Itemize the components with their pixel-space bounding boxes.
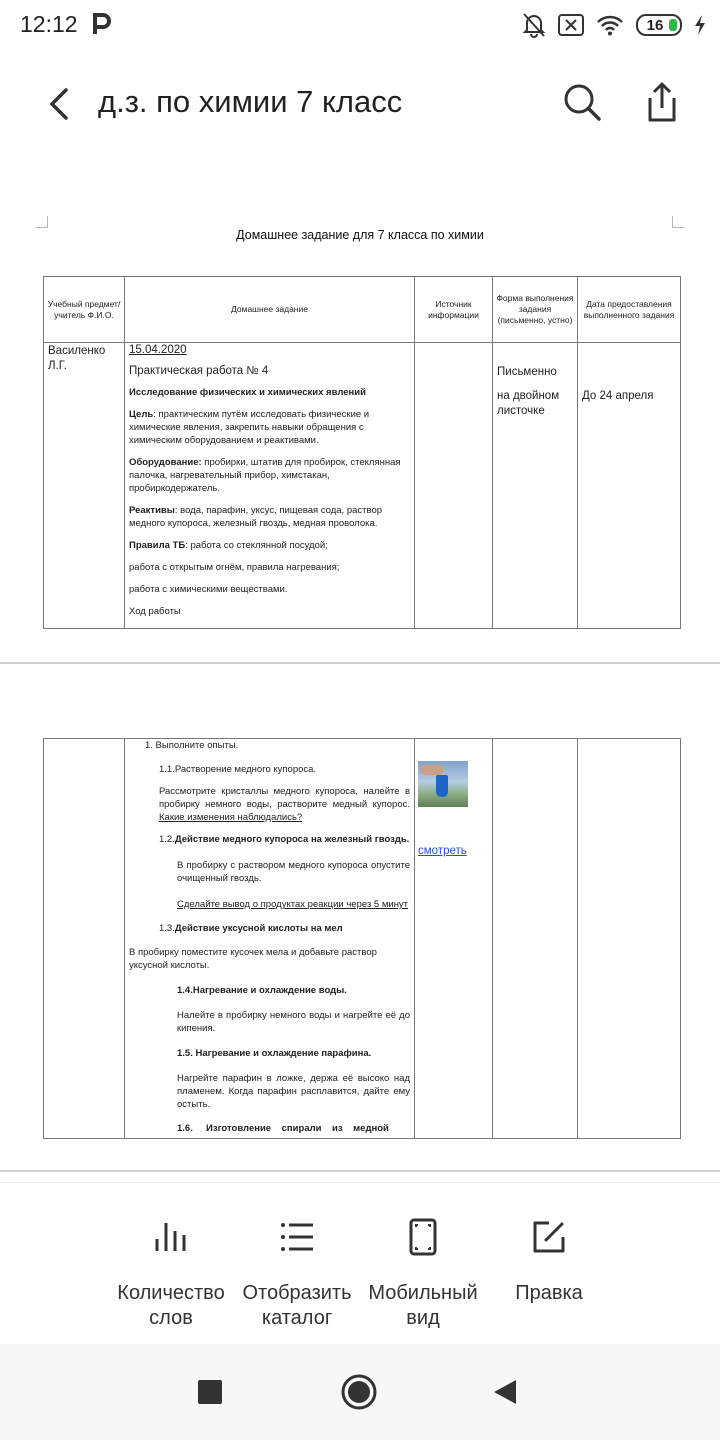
crop-mark: [36, 216, 48, 228]
task-subitem: 1.5. Нагревание и охлаждение парафина.: [177, 1048, 372, 1059]
safety-text: : работа со стеклянной посудой;: [185, 540, 328, 551]
assignment-date: 15.04.2020: [129, 344, 187, 356]
goal-text: : практическим путём исследовать физические и химические явления, закрепить навыки обращения с химическим оборудованием и реактивами.: [129, 409, 370, 446]
task-subitem: 1.4.Нагревание и охлаждение воды.: [177, 985, 347, 996]
table-row: [44, 343, 681, 629]
battery-icon: [636, 14, 682, 36]
equipment-paragraph: [129, 456, 410, 495]
column-header: Дата предоставления выполненного задания: [578, 277, 681, 343]
teacher-name: Василенко Л.Г.: [48, 345, 106, 372]
watch-link[interactable]: смотреть: [418, 845, 467, 857]
deadline-cell: [578, 343, 681, 629]
edit-label: Правка: [515, 1282, 583, 1304]
table-row: [44, 739, 681, 1139]
recents-icon[interactable]: [198, 1380, 222, 1404]
reagents-paragraph: [129, 504, 410, 530]
task-text: Рассмотрите кристаллы медного купороса, налейте в пробирку немного воды, растворите медный купорос.: [159, 786, 410, 810]
subitem-title: Действие уксусной кислоты на мел: [174, 923, 343, 934]
task-subitem: 1.6. Изготовление спирали из медной: [177, 1123, 389, 1134]
task-subitem: [129, 833, 410, 846]
task-conclusion: Сделайте вывод о продуктах реакции через 5 минут: [177, 899, 409, 910]
work-title: Практическая работа № 4: [129, 365, 269, 377]
subitem-title: Растворение медного купороса.: [174, 764, 317, 775]
document-page-2: [0, 708, 720, 1170]
crop-mark: [672, 216, 684, 228]
equipment-label: Оборудование:: [129, 457, 202, 468]
document-viewer[interactable]: [0, 150, 720, 1180]
status-bar: [0, 0, 720, 50]
charging-icon: [694, 14, 706, 36]
task-subitem: [129, 922, 410, 935]
task-item: 1. Выполните опыты.: [145, 740, 239, 751]
teacher-cell: [44, 739, 125, 1139]
label-line: вид: [406, 1307, 440, 1329]
task-text: Нагрейте парафин в ложке, держа её высоко над пламенем. Когда парафин расплавится, дайте ему остыть.: [177, 1073, 410, 1110]
app-header: [0, 60, 720, 148]
equipment-text: пробирки, штатив для пробирок, стеклянная палочка, нагревательный прибор, химстакан, пробиркодержатель.: [129, 457, 401, 494]
back-button[interactable]: [40, 82, 80, 126]
page-separator: [0, 1170, 720, 1172]
column-header: Домашнее задание: [125, 277, 415, 343]
task-paragraph: [129, 785, 410, 824]
deadline-cell: [578, 739, 681, 1139]
subitem-title: Действие медного купороса на железный гвоздь.: [174, 834, 410, 845]
share-icon[interactable]: [642, 80, 682, 124]
back-nav-icon[interactable]: [492, 1378, 518, 1406]
subitem-number: 1.1.: [159, 764, 175, 775]
subitem-number: 1.3.: [159, 923, 175, 934]
sim-off-icon: [558, 14, 584, 36]
form-cell: [493, 343, 578, 629]
safety-line-2: работа с открытым огнём, правила нагревания;: [129, 562, 340, 573]
task-subitem: [129, 763, 410, 776]
mobile-view-label: [358, 1281, 488, 1331]
label-line: слов: [149, 1307, 193, 1329]
mobile-view-button[interactable]: [358, 1217, 488, 1331]
homework-cell: [125, 343, 415, 629]
word-count-button[interactable]: [106, 1217, 236, 1331]
safety-paragraph: [129, 539, 410, 552]
column-header: Источник информации: [415, 277, 493, 343]
wifi-icon: [596, 14, 624, 36]
progress-heading: Ход работы: [129, 606, 181, 617]
goal-paragraph: [129, 408, 410, 447]
document-page-1: [0, 150, 720, 662]
work-topic: Исследование физических и химических явлений: [129, 387, 366, 398]
navigation-bar: [0, 1344, 720, 1440]
home-icon[interactable]: [340, 1373, 378, 1411]
p-icon: [92, 12, 112, 36]
bottom-toolbar: [0, 1182, 720, 1344]
bar-chart-icon: [151, 1217, 191, 1257]
form-text-2: на двойном листочке: [497, 390, 560, 417]
homework-cell: [125, 739, 415, 1139]
form-text: Письменно: [497, 366, 557, 378]
document-heading: Домашнее задание для 7 класса по химии: [236, 228, 484, 242]
label-line: Количество: [117, 1282, 225, 1304]
battery-level: 16: [646, 16, 664, 34]
safety-line-3: работа с химическими веществами.: [129, 584, 288, 595]
label-line: каталог: [261, 1307, 333, 1329]
task-text: Налейте в пробирку немного воды и нагрейте её до кипения.: [177, 1010, 410, 1034]
form-cell: [493, 739, 578, 1139]
table-header-row: [44, 277, 681, 343]
source-cell: [415, 739, 493, 1139]
page-gap: [0, 664, 720, 708]
mobile-view-icon: [403, 1217, 443, 1257]
column-header: Учебный предмет/учитель Ф.И.О.: [44, 277, 125, 343]
homework-table-continued: [43, 738, 681, 1139]
teacher-cell: [44, 343, 125, 629]
edit-icon: [529, 1217, 569, 1257]
safety-label: Правила ТБ: [129, 540, 186, 551]
catalog-button[interactable]: [232, 1217, 362, 1331]
search-icon[interactable]: [562, 82, 602, 122]
deadline-text: До 24 апреля: [582, 390, 654, 402]
label-line: Мобильный: [368, 1282, 478, 1304]
subitem-number: 1.2.: [159, 834, 175, 845]
task-question: Какие изменения наблюдались?: [159, 812, 303, 823]
word-count-label: [106, 1281, 236, 1331]
task-text: В пробирку с раствором медного купороса опустите очищенный гвоздь.: [177, 860, 410, 884]
mute-icon: [522, 12, 546, 38]
column-header: Форма выполнения задания (письменно, устно): [493, 277, 578, 343]
edit-button[interactable]: [484, 1217, 614, 1306]
reagents-label: Реактивы: [129, 505, 175, 516]
reagents-text: : вода, парафин, уксус, пищевая сода, раствор медного купороса, железный гвоздь, медная проволока.: [129, 505, 383, 529]
status-time: 12:12: [20, 11, 78, 37]
label-line: Отобразить: [242, 1282, 352, 1304]
source-cell: [415, 343, 493, 629]
page-title: д.з. по химии 7 класс: [98, 84, 403, 119]
homework-table: [43, 276, 681, 629]
task-text: В пробирку поместите кусочек мела и добавьте раствор уксусной кислоты.: [129, 947, 377, 971]
experiment-thumbnail[interactable]: [418, 761, 468, 807]
goal-label: Цель: [129, 409, 154, 420]
status-icons: [522, 10, 706, 40]
catalog-label: [232, 1281, 362, 1331]
list-icon: [277, 1217, 317, 1257]
